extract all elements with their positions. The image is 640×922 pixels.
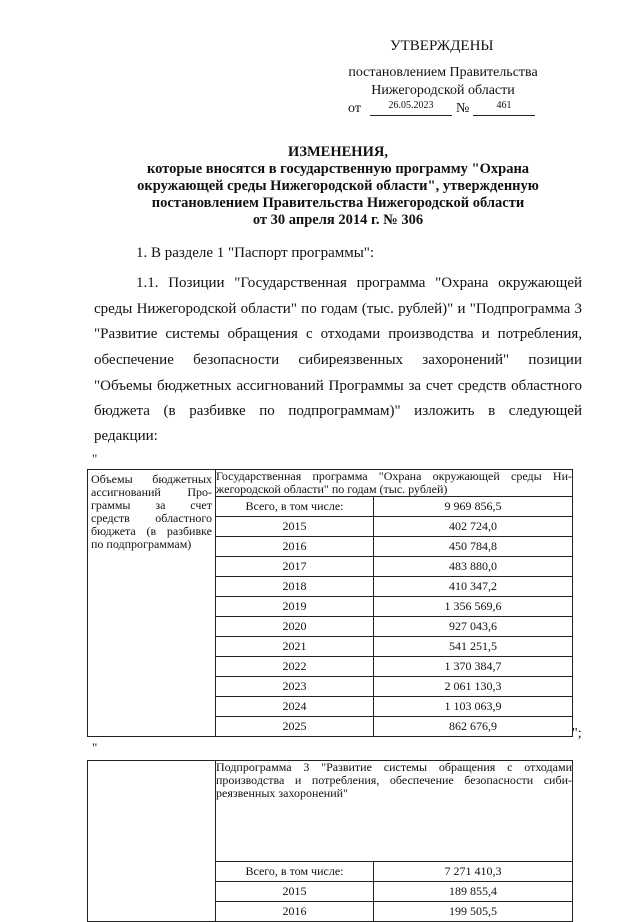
- row-value: 1 356 569,6: [374, 597, 573, 617]
- left-label-line: бюджета (в разбивке: [91, 524, 212, 538]
- budget-table-subprogram-3: [87, 760, 573, 922]
- doc-title: ИЗМЕНЕНИЯ,: [288, 144, 388, 160]
- row-value: 483 880,0: [374, 557, 573, 577]
- doc-subtitle-line-2: окружающей среды Нижегородской области", утвержденную: [137, 178, 539, 194]
- closing-quote: ";: [572, 726, 582, 741]
- resolution-line-2: Нижегородской области: [371, 83, 515, 98]
- row-year: 2017: [216, 557, 374, 577]
- number-label: №: [456, 101, 470, 116]
- row-year: 2015: [216, 882, 374, 902]
- opening-quote: ": [92, 451, 98, 466]
- item-1-1-line: обеспечение безопасности сибиреязвенных захоронений" позиции: [94, 352, 582, 368]
- row-value: 7 271 410,3: [374, 862, 573, 882]
- row-year: 2020: [216, 617, 374, 637]
- row-value: 402 724,0: [374, 517, 573, 537]
- doc-subtitle-line-1: которые вносятся в государственную программу "Охрана: [146, 161, 530, 177]
- row-value: 9 969 856,5: [374, 497, 573, 517]
- left-label-line: ассигнований Про-: [91, 485, 212, 499]
- header-line: Государственная программа "Охрана окружающей среды Ни-: [216, 469, 572, 483]
- header-line: Подпрограмма 3 "Развитие системы обращения с отходами: [216, 760, 572, 774]
- left-label-line: по подпрограммам): [91, 537, 192, 551]
- table-header: [216, 470, 573, 497]
- resolution-date-line: [348, 101, 548, 123]
- left-label-line: средств областного: [91, 511, 212, 525]
- item-1-1-line: "Развитие системы обращения с отходами производства и потребления,: [94, 326, 582, 342]
- row-value: 862 676,9: [374, 717, 573, 737]
- row-year: 2021: [216, 637, 374, 657]
- budget-table-program: [87, 469, 573, 737]
- left-label-line: граммы за счет: [91, 498, 212, 512]
- row-year: Всего, в том числе:: [216, 497, 374, 517]
- row-year: 2016: [216, 902, 374, 922]
- table-header: [216, 761, 573, 862]
- row-value: 450 784,8: [374, 537, 573, 557]
- item-1-1-line: бюджета (в разбивке по подпрограммам)" изложить в следующей: [94, 403, 582, 419]
- item-1-1-line: "Объемы бюджетных ассигнований Программы за счет средств областного: [94, 378, 582, 394]
- row-value: 199 505,5: [374, 902, 573, 922]
- item-1-1-line: редакции:: [94, 428, 158, 444]
- doc-subtitle-line-4: от 30 апреля 2014 г. № 306: [252, 212, 424, 228]
- row-year: 2015: [216, 517, 374, 537]
- row-value: 541 251,5: [374, 637, 573, 657]
- row-year: 2016: [216, 537, 374, 557]
- row-value: 2 061 130,3: [374, 677, 573, 697]
- row-year: 2022: [216, 657, 374, 677]
- row-value: 410 347,2: [374, 577, 573, 597]
- resolution-date: 26.05.2023: [370, 100, 452, 116]
- item-1-1-line: среды Нижегородской области" по годам (тыс. рублей)" и "Подпрограмма 3: [94, 301, 582, 317]
- opening-quote: ": [92, 740, 98, 755]
- row-year: 2023: [216, 677, 374, 697]
- row-year: 2025: [216, 717, 374, 737]
- table-left-label-empty: [88, 761, 216, 922]
- approved-stamp: УТВЕРЖДЕНЫ: [390, 38, 494, 54]
- row-value: 1 370 384,7: [374, 657, 573, 677]
- item-1: 1. В разделе 1 "Паспорт программы":: [136, 245, 375, 261]
- row-year: 2019: [216, 597, 374, 617]
- doc-subtitle-line-3: постановлением Правительства Нижегородской области: [151, 195, 525, 211]
- row-year: 2024: [216, 697, 374, 717]
- from-label: от: [348, 101, 361, 116]
- row-value: 189 855,4: [374, 882, 573, 902]
- resolution-line-1: постановлением Правительства: [348, 65, 538, 80]
- row-value: 1 103 063,9: [374, 697, 573, 717]
- header-line: производства и потребления, обеспечение безопасности сиби-: [216, 773, 572, 787]
- row-year: Всего, в том числе:: [216, 862, 374, 882]
- row-year: 2018: [216, 577, 374, 597]
- left-label-line: Объемы бюджетных: [91, 472, 212, 486]
- item-1-1-line: 1.1. Позиции "Государственная программа "Охрана окружающей: [136, 275, 582, 291]
- resolution-number: 461: [473, 100, 535, 116]
- table-left-label: [88, 470, 216, 737]
- row-value: 927 043,6: [374, 617, 573, 637]
- header-line: реязвенных захоронений": [216, 786, 348, 800]
- header-line: жегородской области" по годам (тыс. рублей): [216, 482, 448, 496]
